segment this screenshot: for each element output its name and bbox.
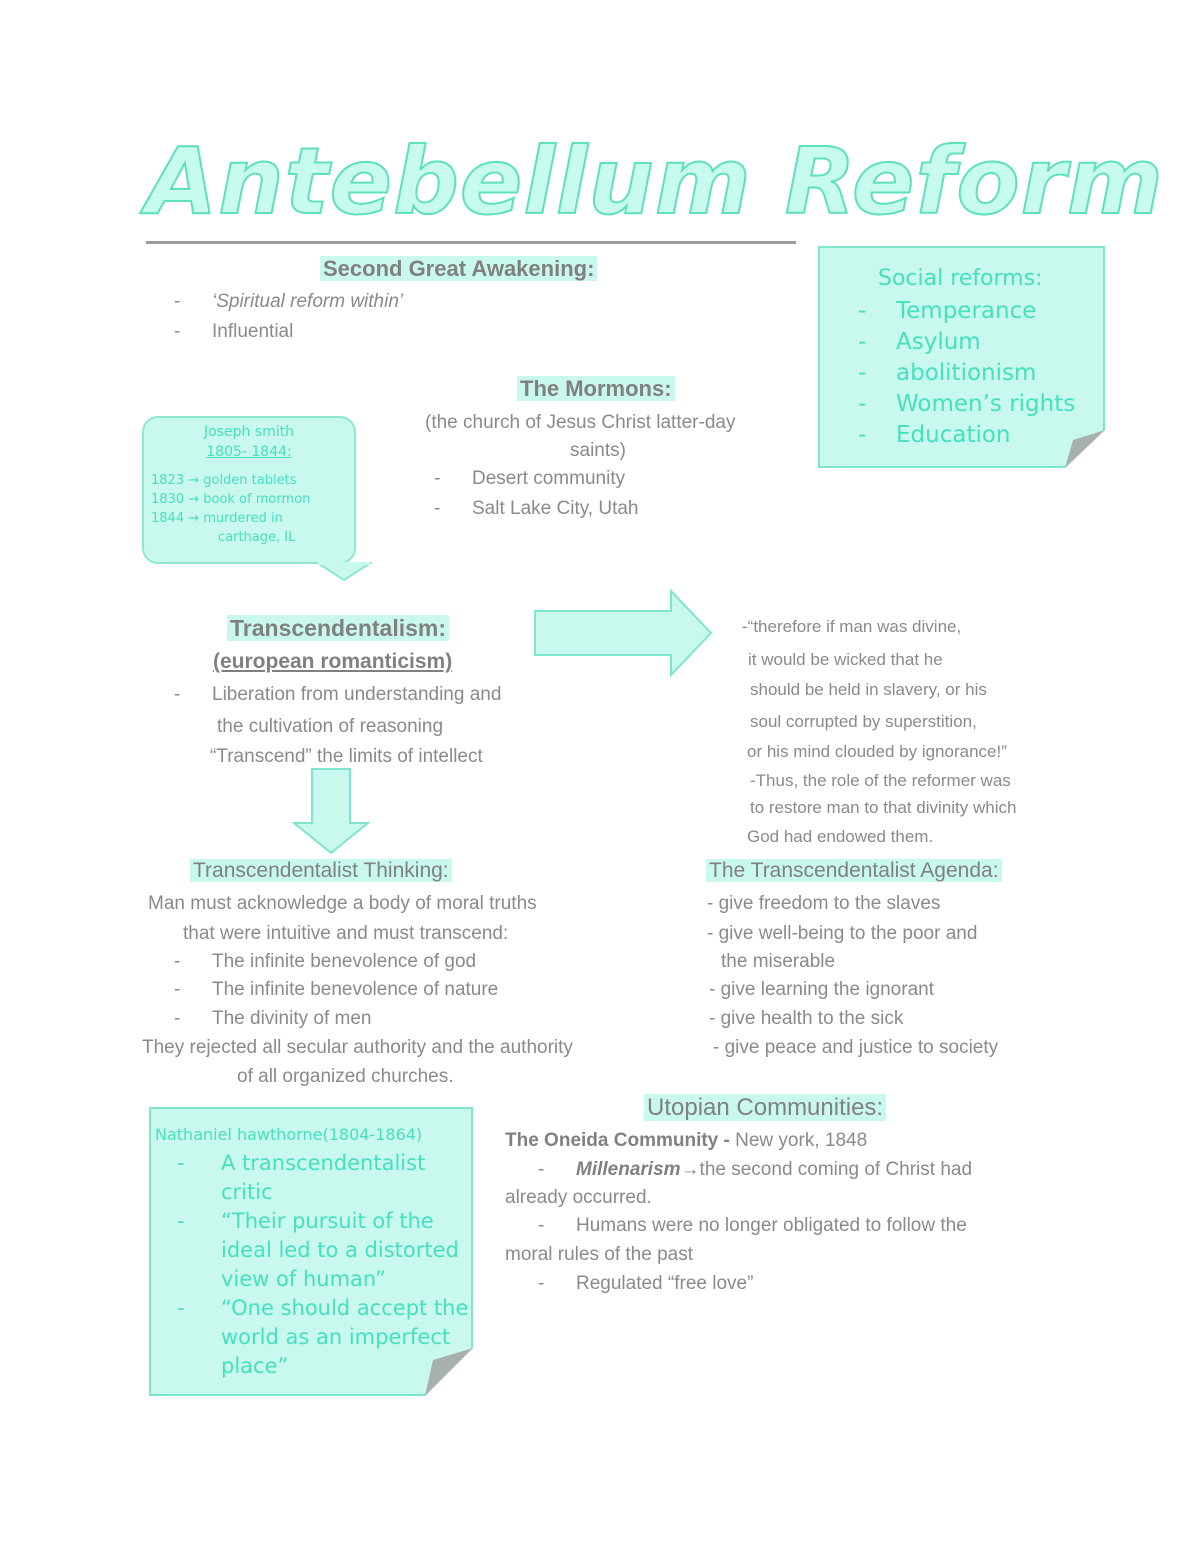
thinking-item: - The divinity of men — [174, 1008, 372, 1029]
list-item: - “Their pursuit of the ideal led to a distorted view of human” — [177, 1209, 459, 1291]
second-awakening-item: - Influential — [174, 321, 294, 342]
thinking-intro: that were intuitive and must transcend: — [183, 923, 509, 944]
mormons-item: - Desert community — [434, 468, 626, 489]
agenda-heading: The Transcendentalist Agenda: — [706, 859, 1002, 883]
list-item: - Education — [858, 422, 1011, 448]
oneida-line: The Oneida Community - New york, 1848 — [505, 1130, 868, 1151]
second-awakening-item: - ‘Spiritual reform within’ — [174, 291, 404, 312]
utopian-heading: Utopian Communities: — [644, 1094, 886, 1122]
humans-cont: moral rules of the past — [505, 1244, 693, 1265]
joseph-smith-events: 1823 → golden tablets 1830 → book of mormon 1844 → murdered in carthage, IL — [151, 473, 311, 545]
page-title: Antebellum Reform — [146, 128, 1164, 235]
mormons-heading: The Mormons: — [517, 376, 675, 402]
thinking-outro: of all organized churches. — [237, 1066, 454, 1087]
social-reforms-note — [818, 246, 1105, 468]
social-reforms-list — [858, 296, 1075, 451]
list-item: - “One should accept the world as an imperfect place” — [177, 1296, 469, 1378]
hawthorne-heading: Nathaniel hawthorne(1804-1864) — [155, 1125, 423, 1144]
joseph-smith-name: Joseph smith — [204, 424, 294, 440]
transcendentalism-line: “Transcend” the limits of intellect — [210, 746, 483, 767]
agenda-line: - give learning the ignorant — [709, 979, 934, 1000]
list-item: - Women’s rights — [858, 391, 1076, 417]
list-item: - Temperance — [858, 298, 1037, 324]
agenda-line: - give health to the sick — [709, 1008, 904, 1029]
page-curl-icon — [1065, 430, 1105, 468]
humans-item: - Humans were no longer obligated to follow the — [538, 1215, 967, 1236]
millenarism-item: - Millenarism→the second coming of Christ had — [538, 1159, 973, 1180]
joseph-smith-bubble — [142, 416, 356, 582]
hawthorne-note — [149, 1107, 473, 1396]
transcendentalism-subheading: (european romanticism) — [213, 650, 453, 673]
mormons-subtitle: saints) — [570, 440, 626, 461]
joseph-smith-dates: 1805- 1844: — [206, 444, 292, 460]
thinking-outro: They rejected all secular authority and the authority — [142, 1037, 573, 1058]
hawthorne-list — [177, 1149, 468, 1381]
list-item: - abolitionism — [858, 360, 1037, 386]
agenda-line: - give freedom to the slaves — [707, 893, 941, 914]
list-item: - A transcendentalist critic — [177, 1151, 426, 1204]
agenda-line: the miserable — [721, 951, 836, 972]
arrow-right-icon — [533, 589, 713, 677]
arrow-down-icon — [292, 767, 370, 855]
free-love-item: - Regulated “free love” — [538, 1273, 754, 1294]
millenarism-cont: already occurred. — [505, 1187, 652, 1208]
thinking-heading: Transcendentalist Thinking: — [190, 859, 452, 883]
thinking-item: - The infinite benevolence of nature — [174, 979, 499, 1000]
thinking-intro: Man must acknowledge a body of moral truths — [148, 893, 537, 914]
second-awakening-heading: Second Great Awakening: — [320, 256, 597, 282]
thinking-item: - The infinite benevolence of god — [174, 951, 477, 972]
mormons-subtitle: (the church of Jesus Christ latter-day — [425, 412, 736, 433]
transcendentalism-line: - Liberation from understanding and — [174, 684, 502, 705]
social-reforms-heading: Social reforms: — [878, 266, 1043, 291]
transcendentalism-line: the cultivation of reasoning — [217, 716, 444, 737]
bubble-tail-icon — [316, 562, 372, 582]
agenda-line: - give peace and justice to society — [713, 1037, 999, 1058]
mormons-item: - Salt Lake City, Utah — [434, 498, 639, 519]
page-curl-icon — [425, 1348, 473, 1396]
title-divider — [146, 241, 796, 244]
transcendentalism-heading: Transcendentalism: — [227, 615, 449, 642]
agenda-line: - give well-being to the poor and — [707, 923, 978, 944]
list-item: - Asylum — [858, 329, 981, 355]
